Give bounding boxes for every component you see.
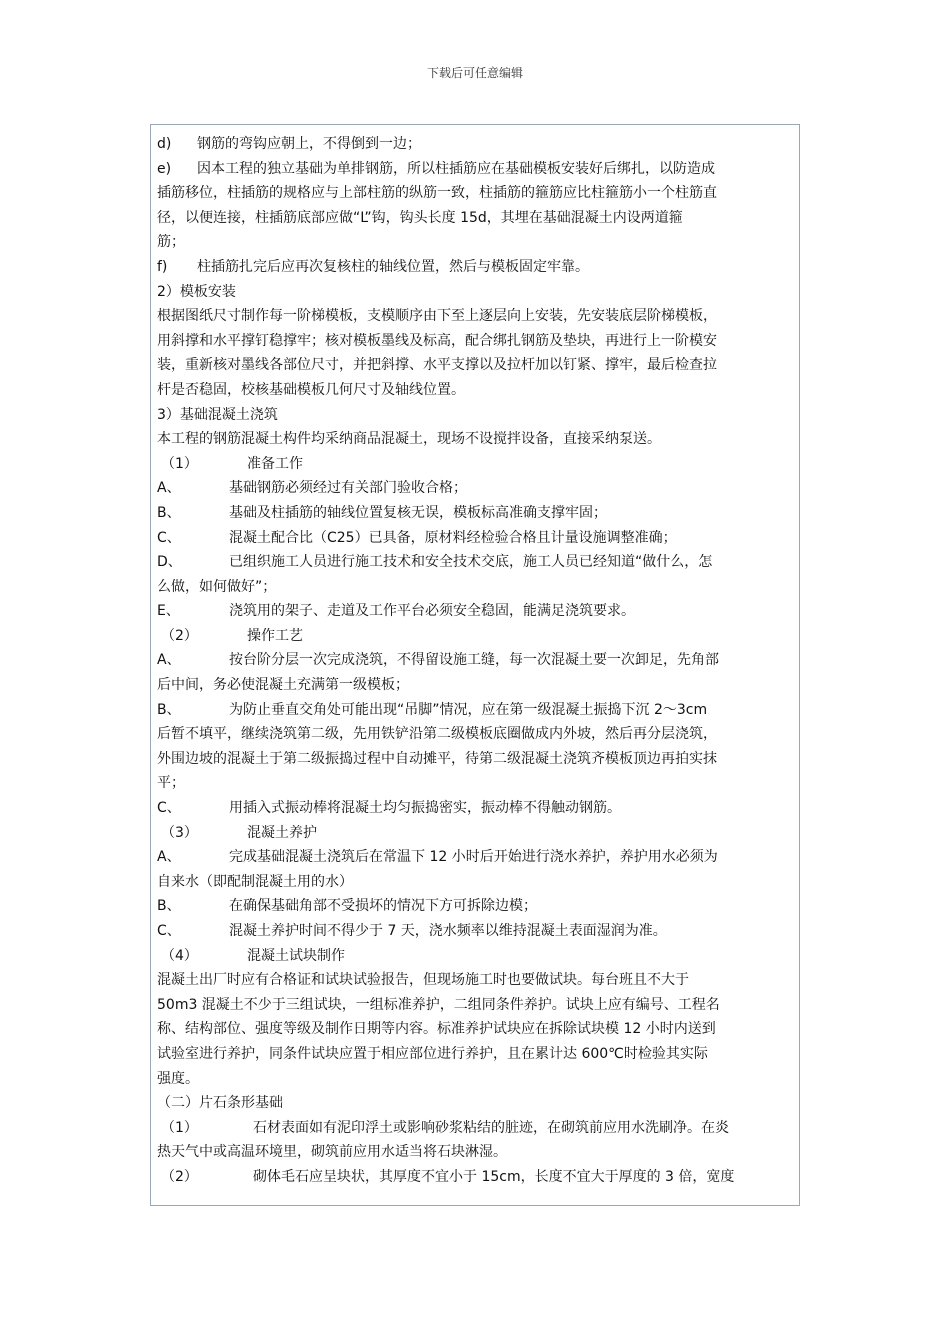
item-label: A、 — [157, 849, 181, 866]
line-text: 已组织施工人员进行施工技术和安全技术交底，施工人员已经知道“做什么，怎 — [229, 554, 713, 571]
text-line — [157, 501, 795, 526]
line-text: 称、结构部位、强度等级及制作日期等内容。标准养护试块应在拆除试块模 12 小时内送到 — [157, 1021, 716, 1038]
line-text: 杆是否稳固，校核基础模板几何尺寸及轴线位置。 — [157, 381, 465, 398]
text-line — [157, 403, 795, 428]
line-text: 为防止垂直交角处可能出现“吊脚”情况，应在第一级混凝土振捣下沉 2～3cm — [229, 701, 708, 718]
line-text: 插筋移位，柱插筋的规格应与上部柱筋的纵筋一致，柱插筋的箍筋应比柱箍筋小一个柱筋直 — [157, 185, 717, 202]
line-text: 混凝土出厂时应有合格证和试块试验报告，但现场施工时也要做试块。每台班且不大于 — [157, 972, 689, 989]
line-text: 操作工艺 — [247, 627, 303, 644]
text-line — [157, 919, 795, 944]
text-line — [157, 280, 795, 305]
item-label: （3） — [161, 824, 198, 841]
text-line — [157, 771, 795, 796]
item-label: C、 — [157, 529, 181, 546]
line-text: 本工程的钢筋混凝土构件均采纳商品混凝土，现场不设搅拌设备，直接采纳泵送。 — [157, 431, 661, 448]
line-text: 后中间，务必使混凝土充满第一级模板； — [157, 677, 409, 694]
text-line — [157, 255, 795, 280]
text-line — [157, 821, 795, 846]
text-line — [157, 845, 795, 870]
line-text: 准备工作 — [247, 455, 303, 472]
text-line — [157, 944, 795, 969]
item-label: （4） — [161, 947, 198, 964]
line-text: 外围边坡的混凝土于第二级振捣过程中自动摊平，待第二级混凝土浇筑齐模板顶边再拍实抹 — [157, 750, 717, 767]
item-label: C、 — [157, 923, 181, 939]
line-text: 平； — [157, 775, 185, 792]
line-text: 径，以便连接，柱插筋底部应做“L”钩，钩头长度 15d，其埋在基础混凝土内设两道箍 — [157, 209, 683, 226]
line-text: 混凝土养护 — [247, 824, 317, 841]
line-text: 么做，如何做好”； — [157, 578, 277, 595]
text-line — [157, 353, 795, 378]
text-line — [157, 132, 795, 157]
line-text: 筋； — [157, 234, 185, 251]
text-line — [157, 870, 795, 895]
item-label: B、 — [157, 701, 181, 718]
item-label: B、 — [157, 898, 181, 915]
text-line — [157, 599, 795, 624]
text-line — [157, 206, 795, 231]
text-line — [157, 1116, 795, 1141]
text-line — [157, 181, 795, 206]
line-text: 浇筑用的架子、走道及工作平台必须安全稳固，能满足浇筑要求。 — [229, 603, 635, 620]
item-label: （1） — [161, 455, 198, 472]
document-table-cell — [150, 124, 800, 1206]
line-text: 强度。 — [157, 1070, 199, 1087]
item-label: （2） — [161, 1168, 198, 1185]
item-label: f) — [157, 258, 168, 275]
text-line — [157, 993, 795, 1018]
document-body — [157, 132, 795, 1190]
text-line — [157, 157, 795, 182]
item-label: e) — [157, 160, 172, 177]
text-line — [157, 968, 795, 993]
text-line — [157, 476, 795, 501]
line-text: 柱插筋扎完后应再次复核柱的轴线位置，然后与模板固定牢靠。 — [197, 258, 589, 275]
item-label: d) — [157, 136, 172, 152]
line-text: 因本工程的独立基础为单排钢筋，所以柱插筋应在基础模板安装好后绑扎，以防造成 — [197, 160, 715, 177]
line-text: 按台阶分层一次完成浇筑，不得留设施工缝，每一次混凝土要一次卸足，先角部 — [229, 652, 719, 669]
text-line — [157, 722, 795, 747]
item-label: A、 — [157, 480, 181, 497]
item-label: （2） — [161, 627, 198, 644]
text-line — [157, 1067, 795, 1092]
line-text: 在确保基础角部不受损坏的情况下方可拆除边模； — [229, 898, 537, 915]
line-text: 2）模板安装 — [157, 283, 236, 300]
text-line — [157, 230, 795, 255]
line-text: 混凝土养护时间不得少于 7 天，浇水频率以维持混凝土表面湿润为准。 — [229, 923, 667, 939]
item-label: A、 — [157, 652, 181, 669]
item-label: D、 — [157, 554, 182, 571]
line-text: 混凝土配合比（C25）已具备，原材料经检验合格且计量设施调整准确； — [229, 529, 677, 546]
line-text: 用斜撑和水平撑钉稳撑牢；核对模板墨线及标高，配合绑扎钢筋及垫块，再进行上一阶模安 — [157, 332, 717, 349]
line-text: 石材表面如有泥印浮土或影响砂浆粘结的脏迹，在砌筑前应用水洗刷净。在炎 — [253, 1119, 729, 1136]
text-line — [157, 329, 795, 354]
line-text: 装，重新核对墨线各部位尺寸，并把斜撑、水平支撑以及拉杆加以钉紧、撑牢，最后检查拉 — [157, 357, 717, 374]
line-text: 试验室进行养护，同条件试块应置于相应部位进行养护，且在累计达 600℃时检验其实际 — [157, 1045, 708, 1062]
line-text: 热天气中或高温环境里，砌筑前应用水适当将石块淋湿。 — [157, 1144, 507, 1161]
line-text: 用插入式振动棒将混凝土均匀振捣密实，振动棒不得触动钢筋。 — [229, 800, 621, 817]
text-line — [157, 1042, 795, 1067]
text-line — [157, 624, 795, 649]
item-label: C、 — [157, 800, 181, 817]
line-text: 混凝土试块制作 — [247, 947, 345, 964]
line-text: 砌体毛石应呈块状，其厚度不宜小于 15cm，长度不宜大于厚度的 3 倍，宽度 — [253, 1168, 735, 1185]
text-line — [157, 796, 795, 821]
text-line — [157, 1165, 795, 1190]
text-line — [157, 378, 795, 403]
line-text: 3）基础混凝土浇筑 — [157, 406, 278, 423]
line-text: 完成基础混凝土浇筑后在常温下 12 小时后开始进行浇水养护，养护用水必须为 — [229, 849, 718, 866]
text-line — [157, 575, 795, 600]
line-text: 50m3 混凝土不少于三组试块，一组标准养护，二组同条件养护。试块上应有编号、工程名 — [157, 996, 720, 1013]
text-line — [157, 550, 795, 575]
line-text: 基础钢筋必须经过有关部门验收合格； — [229, 480, 467, 497]
text-line — [157, 304, 795, 329]
line-text: 钢筋的弯钩应朝上，不得倒到一边； — [197, 136, 421, 152]
line-text: 后暂不填平，继续浇筑第二级，先用铁铲沿第二级模板底圈做成内外坡，然后再分层浇筑， — [157, 726, 717, 743]
text-line — [157, 698, 795, 723]
text-line — [157, 1140, 795, 1165]
text-line — [157, 673, 795, 698]
text-line — [157, 526, 795, 551]
line-text: 自来水（即配制混凝土用的水） — [157, 873, 353, 890]
line-text: 根据图纸尺寸制作每一阶梯模板，支模顺序由下至上逐层向上安装，先安装底层阶梯模板， — [157, 308, 717, 325]
text-line — [157, 452, 795, 477]
item-label: B、 — [157, 504, 181, 521]
item-label: E、 — [157, 603, 180, 620]
text-line — [157, 747, 795, 772]
text-line — [157, 1091, 795, 1116]
text-line — [157, 894, 795, 919]
text-line — [157, 1017, 795, 1042]
line-text: （二）片石条形基础 — [157, 1095, 283, 1112]
text-line — [157, 427, 795, 452]
page-header: 下载后可任意编辑 — [426, 66, 523, 80]
line-text: 基础及柱插筋的轴线位置复核无误，模板标高准确支撑牢固； — [229, 504, 607, 521]
item-label: （1） — [161, 1119, 198, 1136]
text-line — [157, 648, 795, 673]
